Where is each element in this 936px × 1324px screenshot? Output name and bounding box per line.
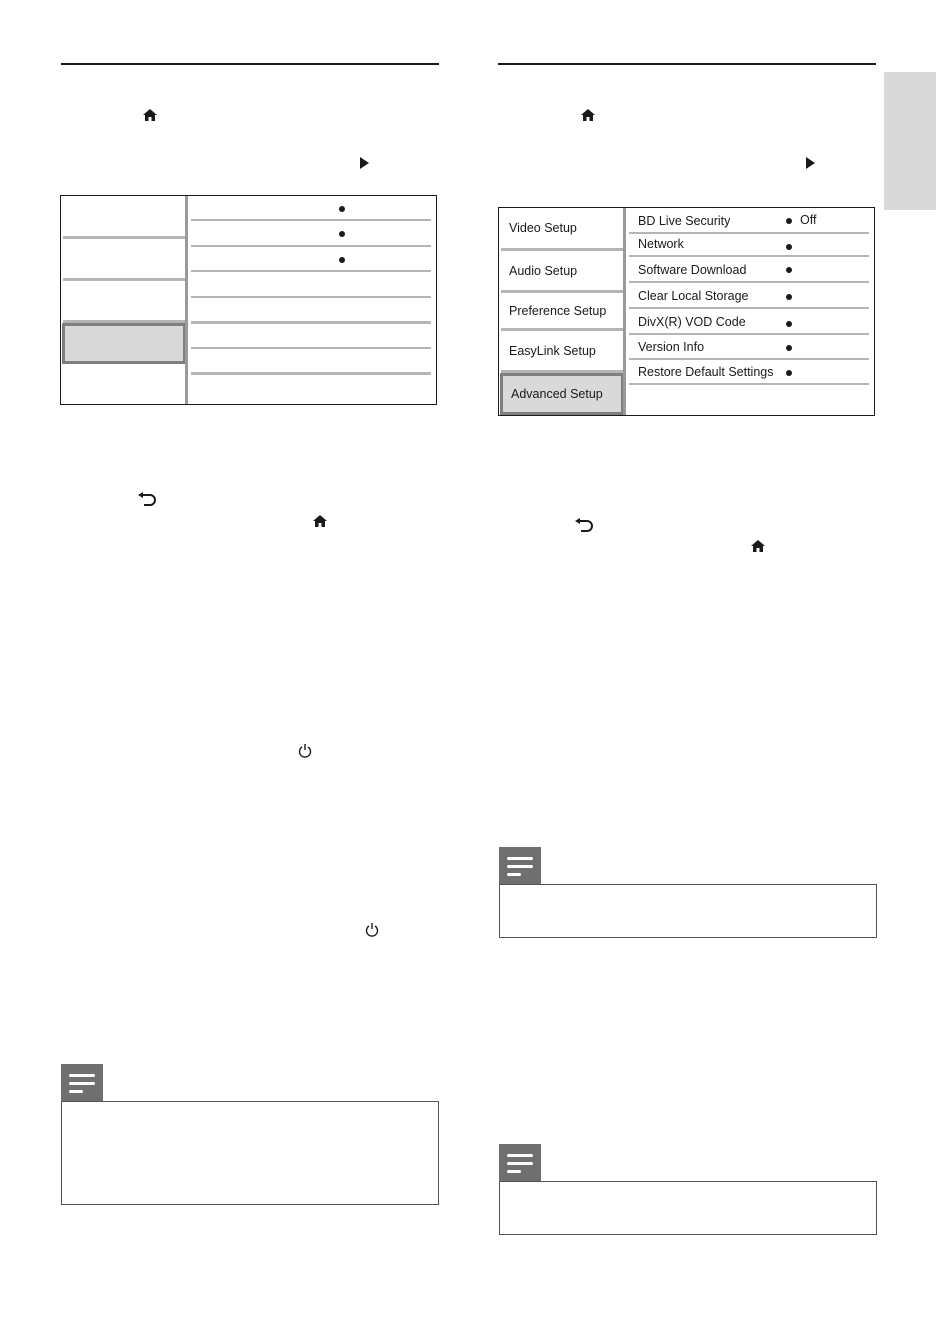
option-network[interactable]: Network [629, 234, 869, 257]
power-icon [298, 743, 312, 758]
note-box [61, 1101, 439, 1205]
menu-category[interactable] [63, 239, 185, 281]
power-icon [365, 922, 379, 937]
home-icon [312, 514, 328, 528]
menu-option-row[interactable] [191, 349, 431, 375]
home-icon [750, 539, 766, 553]
note-box [499, 1181, 877, 1235]
menu-option-row[interactable] [191, 298, 431, 324]
menu-category-audio-setup[interactable]: Audio Setup [501, 251, 623, 293]
menu-category[interactable] [63, 196, 185, 239]
home-icon [142, 108, 158, 122]
menu-category-advanced-setup[interactable]: Advanced Setup [500, 373, 624, 415]
bullet-icon [339, 231, 345, 237]
option-version-info[interactable]: Version Info [629, 335, 869, 360]
menu-category-preference-setup[interactable]: Preference Setup [501, 293, 623, 331]
bullet-icon [339, 257, 345, 263]
play-triangle-icon [805, 157, 816, 169]
right-header-rule [498, 63, 876, 65]
menu-option-row[interactable] [191, 196, 431, 221]
bullet-icon [339, 206, 345, 212]
note-icon [499, 1144, 541, 1182]
play-triangle-icon [359, 157, 370, 169]
bullet-icon [786, 294, 792, 300]
bullet-icon [786, 244, 792, 250]
menu-option-row[interactable] [191, 247, 431, 272]
language-tab [884, 72, 936, 210]
note-box [499, 884, 877, 938]
bullet-icon [786, 218, 792, 224]
menu-category-easylink-setup[interactable]: EasyLink Setup [501, 331, 623, 373]
left-header-rule [61, 63, 439, 65]
menu-option-row[interactable] [191, 221, 431, 247]
menu-option-row[interactable] [191, 272, 431, 298]
menu-divider [623, 208, 626, 415]
left-setup-menu [60, 195, 437, 405]
back-arrow-icon [137, 492, 157, 508]
menu-option-row[interactable] [191, 324, 431, 349]
back-arrow-icon [574, 518, 594, 534]
bullet-icon [786, 267, 792, 273]
note-icon [499, 847, 541, 885]
bd-live-security-value: Off [800, 213, 817, 227]
advanced-setup-menu [498, 207, 875, 416]
option-clear-local-storage[interactable]: Clear Local Storage [629, 283, 869, 309]
bullet-icon [786, 345, 792, 351]
menu-category-selected[interactable] [62, 323, 186, 364]
menu-category-video-setup[interactable]: Video Setup [501, 208, 623, 251]
bullet-icon [786, 370, 792, 376]
option-divx-vod-code[interactable]: DivX(R) VOD Code [629, 309, 869, 335]
menu-divider [185, 196, 188, 404]
note-icon [61, 1064, 103, 1102]
menu-category[interactable] [63, 281, 185, 323]
option-bd-live-security[interactable]: BD Live Security Off [629, 208, 869, 234]
menu-category[interactable] [63, 364, 185, 404]
option-software-download[interactable]: Software Download [629, 257, 869, 283]
bullet-icon [786, 321, 792, 327]
option-restore-default-settings[interactable]: Restore Default Settings [629, 360, 869, 385]
home-icon [580, 108, 596, 122]
